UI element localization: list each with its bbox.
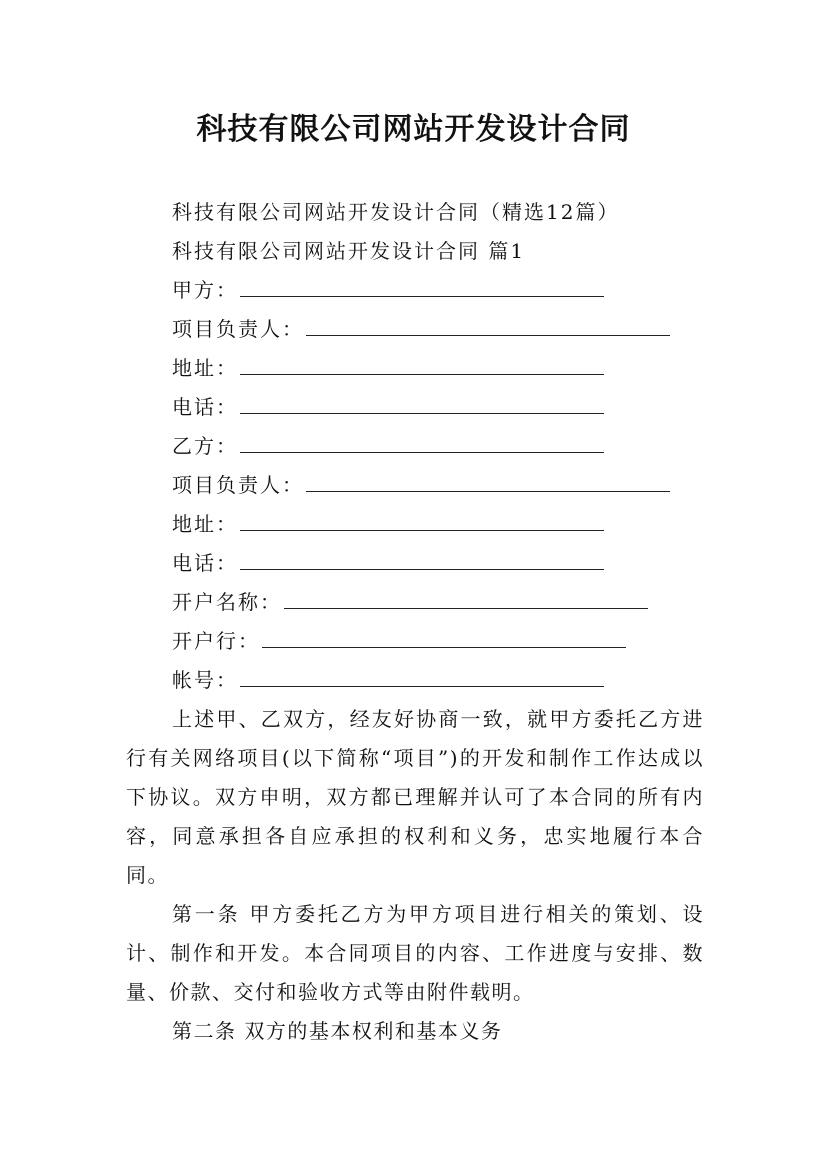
party-b-blank [240,432,604,453]
party-a-address-row [172,354,604,382]
account-name-row [172,588,648,616]
party-b-manager-row [172,471,670,499]
party-a-address-label: 地址： [172,356,238,380]
party-a-phone-row [172,393,604,421]
party-b-address-label: 地址： [172,512,238,536]
party-b-phone-row [172,549,604,577]
party-a-row [172,276,604,304]
party-a-label: 甲方： [172,278,238,302]
party-a-manager-blank [306,315,670,336]
article-2-paragraph: 第二条 双方的基本权利和基本义务 [172,1019,503,1043]
party-b-phone-label: 电话： [172,551,238,575]
party-b-label: 乙方： [172,434,238,458]
party-a-manager-row [172,315,670,343]
party-a-address-blank [240,354,604,375]
account-name-blank [284,588,648,609]
bank-blank [262,627,626,648]
account-name-label: 开户名称： [172,590,282,614]
account-number-label: 帐号： [172,668,238,692]
bank-label: 开户行： [172,629,260,653]
party-a-phone-blank [240,393,604,414]
party-b-phone-blank [240,549,604,570]
intro-paragraph: 上述甲、乙双方，经友好协商一致，就甲方委托乙方进行有关网络项目(以下简称“项目”)的开发和制作工作达成以下协议。双方申明，双方都已理解并认可了本合同的所有内容，同意承担各自应承担的权利和义务，忠实地履行本合同。 [126,707,704,887]
account-number-blank [240,666,604,687]
bank-row [172,627,626,655]
party-b-address-blank [240,510,604,531]
party-a-phone-label: 电话： [172,395,238,419]
party-b-row [172,432,604,460]
party-a-blank [240,276,604,297]
section-heading: 科技有限公司网站开发设计合同 篇1 [172,239,526,263]
article-1-paragraph: 第一条 甲方委托乙方为甲方项目进行相关的策划、设计、制作和开发。本合同项目的内容、工作进度与安排、数量、价款、交付和验收方式等由附件载明。 [126,902,704,1004]
document-title: 科技有限公司网站开发设计合同 [196,112,631,147]
party-b-manager-blank [306,471,670,492]
document-subtitle: 科技有限公司网站开发设计合同（精选12篇） [172,200,620,224]
party-a-manager-label: 项目负责人： [172,317,304,341]
account-number-row [172,666,604,694]
party-b-address-row [172,510,604,538]
party-b-manager-label: 项目负责人： [172,473,304,497]
